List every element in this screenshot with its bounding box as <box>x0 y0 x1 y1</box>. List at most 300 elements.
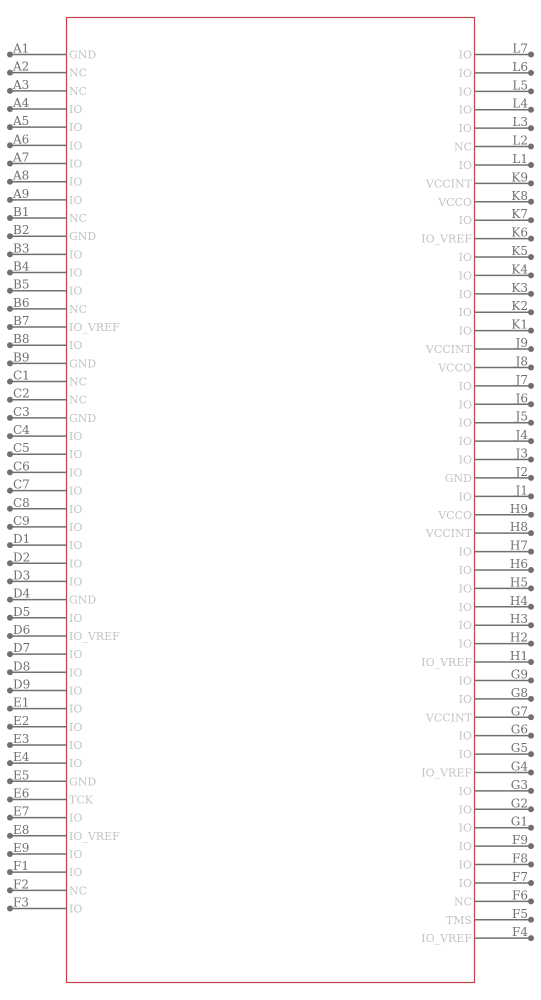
pin-number: F4 <box>512 925 528 940</box>
pin-end-dot[interactable] <box>528 512 534 518</box>
pin-number: K4 <box>511 262 528 277</box>
pin-E8 <box>7 823 120 843</box>
pin-number: C7 <box>13 477 30 492</box>
pin-name: IO <box>458 545 472 559</box>
pin-end-dot[interactable] <box>528 714 534 720</box>
pin-name: IO <box>458 748 472 762</box>
pin-end-dot[interactable] <box>528 935 534 941</box>
pin-end-dot[interactable] <box>528 530 534 536</box>
pin-name: IO <box>458 840 472 854</box>
pin-end-dot[interactable] <box>528 622 534 628</box>
pin-G1 <box>459 815 534 835</box>
pin-end-dot[interactable] <box>528 567 534 573</box>
pin-name: GND <box>444 471 472 485</box>
pin-B9 <box>7 350 96 370</box>
pin-end-dot[interactable] <box>528 254 534 260</box>
pin-E4 <box>7 750 82 770</box>
pin-number: K1 <box>511 317 528 332</box>
pin-number: K6 <box>511 225 528 240</box>
pin-number: A4 <box>13 96 30 111</box>
pin-name: VCCINT <box>425 527 472 541</box>
pin-end-dot[interactable] <box>528 420 534 426</box>
pin-J5 <box>459 410 534 430</box>
pin-number: H8 <box>509 520 528 535</box>
pin-D8 <box>7 659 82 679</box>
pin-number: L4 <box>512 96 528 111</box>
pin-F2 <box>7 877 87 897</box>
pin-L6 <box>459 60 534 80</box>
pin-number: H9 <box>509 501 528 516</box>
pin-number: D6 <box>13 622 31 637</box>
pin-E7 <box>7 805 82 825</box>
pin-number: B6 <box>13 295 30 310</box>
pin-F5 <box>446 907 534 927</box>
pin-end-dot[interactable] <box>528 162 534 168</box>
pin-number: G3 <box>510 777 528 792</box>
pin-number: B7 <box>13 314 30 329</box>
pin-F1 <box>7 859 82 879</box>
pin-C3 <box>7 405 96 425</box>
pin-number: J8 <box>515 354 528 369</box>
pin-number: C2 <box>13 386 30 401</box>
pin-K1 <box>459 318 534 338</box>
pin-C7 <box>7 478 82 498</box>
pin-number: E8 <box>13 822 30 837</box>
pin-number: A3 <box>13 77 30 92</box>
pin-name: IO <box>69 575 83 589</box>
pin-number: G2 <box>510 796 528 811</box>
pin-name: IO <box>458 269 472 283</box>
pin-number: E5 <box>13 768 30 783</box>
pin-name: GND <box>69 230 97 244</box>
pin-number: K5 <box>511 244 528 259</box>
pin-number: K8 <box>511 188 528 203</box>
pin-A4 <box>7 96 82 116</box>
pin-name: GND <box>69 411 97 425</box>
pin-name: VCCO <box>438 508 472 522</box>
pin-G5 <box>459 741 534 761</box>
pin-name: IO <box>69 866 83 880</box>
pin-number: E2 <box>13 713 30 728</box>
pin-number: A6 <box>13 132 30 147</box>
pin-number: L3 <box>512 115 528 130</box>
pin-name: IO <box>69 702 83 716</box>
pin-name: IO <box>69 484 83 498</box>
pin-D5 <box>7 605 82 625</box>
pin-number: D9 <box>13 677 31 692</box>
pin-name: IO <box>458 324 472 338</box>
pin-name: IO <box>69 738 83 752</box>
pin-name: IO <box>458 674 472 688</box>
pin-number: B1 <box>13 205 30 220</box>
pin-number: L1 <box>512 151 528 166</box>
pin-name: IO <box>69 611 83 625</box>
pin-end-dot[interactable] <box>528 677 534 683</box>
pin-G2 <box>459 796 534 816</box>
pin-J1 <box>459 483 534 503</box>
pin-K2 <box>459 299 534 319</box>
pin-end-dot[interactable] <box>528 88 534 94</box>
pin-name: NC <box>69 884 88 898</box>
pin-number: F8 <box>512 851 528 866</box>
pin-name: IO <box>69 811 83 825</box>
pin-C2 <box>7 387 87 407</box>
pin-name: IO <box>458 858 472 872</box>
pin-name: IO <box>69 684 83 698</box>
pin-E9 <box>7 841 82 861</box>
pin-end-dot[interactable] <box>528 917 534 923</box>
pin-end-dot[interactable] <box>528 641 534 647</box>
pin-number: H5 <box>509 575 528 590</box>
pin-end-dot[interactable] <box>528 52 534 58</box>
pin-name: IO <box>69 139 83 153</box>
pin-name: IO <box>69 902 83 916</box>
pin-name: GND <box>69 48 97 62</box>
pin-number: D4 <box>13 586 31 601</box>
component-body <box>67 18 475 983</box>
right-pin-group <box>421 42 534 946</box>
pin-D7 <box>7 641 82 661</box>
pin-L4 <box>459 97 534 117</box>
pin-C6 <box>7 459 82 479</box>
pin-name: IO <box>69 757 83 771</box>
pin-end-dot[interactable] <box>528 880 534 886</box>
pin-name: IO <box>69 266 83 280</box>
pin-name: IO_VREF <box>69 321 120 335</box>
pin-name: IO <box>458 251 472 265</box>
pin-end-dot[interactable] <box>528 438 534 444</box>
pin-end-dot[interactable] <box>528 383 534 389</box>
pin-B6 <box>7 296 87 316</box>
pin-A8 <box>7 169 82 189</box>
pin-number: G6 <box>510 722 528 737</box>
pin-name: IO <box>69 448 83 462</box>
pin-E5 <box>7 768 96 788</box>
pin-name: IO <box>458 287 472 301</box>
pin-H2 <box>459 631 534 651</box>
pin-number: B8 <box>13 332 30 347</box>
pin-number: C5 <box>13 441 30 456</box>
pin-J6 <box>459 391 534 411</box>
pin-end-dot[interactable] <box>528 401 534 407</box>
pin-name: IO_VREF <box>69 829 120 843</box>
pin-number: D8 <box>13 659 31 674</box>
pin-name: IO <box>458 158 472 172</box>
pin-A9 <box>7 187 82 207</box>
pin-number: F3 <box>13 895 29 910</box>
pin-F4 <box>421 925 534 945</box>
pin-A2 <box>7 60 87 80</box>
pin-end-dot[interactable] <box>528 70 534 76</box>
pin-number: J2 <box>515 464 528 479</box>
pin-H9 <box>437 502 534 522</box>
pin-K9 <box>425 170 534 190</box>
pin-K4 <box>459 262 534 282</box>
pin-F6 <box>454 888 534 908</box>
pin-name: IO <box>458 637 472 651</box>
pin-G4 <box>421 759 534 779</box>
pin-name: IO <box>458 784 472 798</box>
pin-number: H7 <box>509 538 528 553</box>
pin-name: IO_VREF <box>421 766 472 780</box>
pin-name: IO <box>69 430 83 444</box>
pin-name: IO <box>458 103 472 117</box>
pin-K6 <box>421 226 534 246</box>
pin-L7 <box>459 42 534 62</box>
pin-name: IO <box>69 557 83 571</box>
pin-number: B2 <box>13 223 30 238</box>
pin-name: NC <box>453 140 472 154</box>
pin-J3 <box>459 447 534 467</box>
pin-end-dot[interactable] <box>528 125 534 131</box>
pin-name: IO <box>69 648 83 662</box>
pin-name: IO <box>458 398 472 412</box>
pin-name: IO <box>458 416 472 430</box>
pin-number: J3 <box>515 446 528 461</box>
pin-E3 <box>7 732 82 752</box>
pin-end-dot[interactable] <box>528 309 534 315</box>
pin-name: IO <box>458 435 472 449</box>
pin-name: NC <box>69 302 88 316</box>
pin-name: NC <box>69 375 88 389</box>
pin-A5 <box>7 114 82 134</box>
pin-F7 <box>459 870 534 890</box>
pin-number: C8 <box>13 495 30 510</box>
pin-number: B4 <box>13 259 30 274</box>
pin-name: IO <box>458 379 472 393</box>
pin-H8 <box>425 520 534 540</box>
pin-D4 <box>7 587 96 607</box>
pin-name: IO <box>69 539 83 553</box>
left-pin-group <box>7 42 120 916</box>
pin-C5 <box>7 441 82 461</box>
pin-number: A2 <box>13 59 30 74</box>
pin-name: IO <box>458 214 472 228</box>
pin-H3 <box>459 612 534 632</box>
pin-number: L6 <box>512 59 528 74</box>
pin-end-dot[interactable] <box>528 769 534 775</box>
pin-number: C6 <box>13 459 30 474</box>
pin-B5 <box>7 278 82 298</box>
pin-end-dot[interactable] <box>528 751 534 757</box>
pin-end-dot[interactable] <box>528 457 534 463</box>
pin-E6 <box>7 786 94 806</box>
pin-name: TMS <box>445 913 472 927</box>
pin-end-dot[interactable] <box>528 272 534 278</box>
pin-number: A9 <box>13 186 30 201</box>
pin-name: IO <box>69 193 83 207</box>
pin-name: IO <box>69 103 83 117</box>
pin-L5 <box>459 78 534 98</box>
pin-E2 <box>7 714 82 734</box>
pin-number: E6 <box>13 786 30 801</box>
pin-name: IO <box>458 600 472 614</box>
pin-number: K7 <box>511 207 528 222</box>
pin-K3 <box>459 281 534 301</box>
pin-number: G4 <box>510 759 528 774</box>
pin-number: K2 <box>511 299 528 314</box>
pin-J7 <box>459 373 534 393</box>
pin-end-dot[interactable] <box>528 898 534 904</box>
pin-name: IO <box>69 157 83 171</box>
pin-name: IO_VREF <box>421 932 472 946</box>
pin-H1 <box>421 649 534 669</box>
pin-name: NC <box>69 212 88 226</box>
pin-end-dot[interactable] <box>528 825 534 831</box>
pin-name: IO <box>69 248 83 262</box>
pin-end-dot[interactable] <box>528 107 534 113</box>
pin-C1 <box>7 369 87 389</box>
pin-name: IO <box>69 466 83 480</box>
pin-name: IO <box>69 520 83 534</box>
pin-L3 <box>459 115 534 135</box>
pin-name: VCCINT <box>425 711 472 725</box>
pin-number: D1 <box>13 532 31 547</box>
pin-H6 <box>459 557 534 577</box>
pin-end-dot[interactable] <box>528 862 534 868</box>
pin-number: H4 <box>509 593 528 608</box>
pin-C9 <box>7 514 82 534</box>
pin-name: IO_VREF <box>421 656 472 670</box>
pin-name: IO <box>458 729 472 743</box>
pin-end-dot[interactable] <box>528 696 534 702</box>
pin-name: GND <box>69 593 97 607</box>
pin-name: IO_VREF <box>69 629 120 643</box>
pin-number: C9 <box>13 513 30 528</box>
pin-end-dot[interactable] <box>528 585 534 591</box>
pin-end-dot[interactable] <box>528 217 534 223</box>
pin-J2 <box>445 465 534 485</box>
pin-number: D3 <box>13 568 31 583</box>
pin-end-dot[interactable] <box>528 346 534 352</box>
pin-number: A7 <box>13 150 30 165</box>
pin-end-dot[interactable] <box>528 291 534 297</box>
pin-G7 <box>425 704 534 724</box>
pin-number: J4 <box>515 428 528 443</box>
pin-end-dot[interactable] <box>528 843 534 849</box>
pin-G8 <box>459 686 534 706</box>
pin-name: IO <box>458 453 472 467</box>
pin-number: D2 <box>13 550 31 565</box>
pin-A6 <box>7 132 82 152</box>
pin-name: IO <box>458 619 472 633</box>
pin-number: E3 <box>13 731 30 746</box>
pin-J4 <box>459 428 534 448</box>
pin-name: IO <box>69 121 83 135</box>
pin-G3 <box>459 778 534 798</box>
pin-number: B3 <box>13 241 30 256</box>
pin-end-dot[interactable] <box>528 328 534 334</box>
pin-G9 <box>459 667 534 687</box>
pin-number: E7 <box>13 804 30 819</box>
pin-number: C3 <box>13 404 30 419</box>
pin-number: L2 <box>512 133 528 148</box>
pin-name: IO <box>458 821 472 835</box>
pin-number: F7 <box>512 869 528 884</box>
pin-name: NC <box>69 84 88 98</box>
pin-name: IO_VREF <box>421 232 472 246</box>
pin-end-dot[interactable] <box>528 199 534 205</box>
pin-number: C4 <box>13 423 30 438</box>
pin-L2 <box>454 134 534 154</box>
pin-J9 <box>425 336 534 356</box>
pin-number: K3 <box>511 280 528 295</box>
pin-name: VCCO <box>438 361 472 375</box>
pin-number: G5 <box>510 741 528 756</box>
pin-end-dot[interactable] <box>528 236 534 242</box>
pin-number: G7 <box>510 704 528 719</box>
pin-C4 <box>7 423 82 443</box>
pin-number: K9 <box>511 170 528 185</box>
pin-D6 <box>7 623 120 643</box>
pin-number: F2 <box>13 877 29 892</box>
pin-end-dot[interactable] <box>528 659 534 665</box>
pin-number: A8 <box>13 168 30 183</box>
pin-name: IO <box>69 284 83 298</box>
pin-number: G1 <box>510 814 528 829</box>
pin-J8 <box>437 354 534 374</box>
pin-number: D5 <box>13 604 31 619</box>
pin-number: F1 <box>13 859 29 874</box>
pin-end-dot[interactable] <box>528 549 534 555</box>
pin-L1 <box>459 152 534 172</box>
pin-name: IO <box>69 666 83 680</box>
pin-H4 <box>459 594 534 614</box>
pin-number: J5 <box>515 409 528 424</box>
pin-end-dot[interactable] <box>528 364 534 370</box>
pin-G6 <box>459 723 534 743</box>
pin-B1 <box>7 205 87 225</box>
pin-name: IO <box>458 122 472 136</box>
pin-D1 <box>7 532 82 552</box>
pin-end-dot[interactable] <box>528 180 534 186</box>
pin-F3 <box>7 895 82 915</box>
pin-H5 <box>459 575 534 595</box>
pin-end-dot[interactable] <box>528 733 534 739</box>
pin-end-dot[interactable] <box>528 475 534 481</box>
pin-name: IO <box>458 48 472 62</box>
pin-name: NC <box>69 393 88 407</box>
pin-name: IO <box>458 490 472 504</box>
pin-end-dot[interactable] <box>528 788 534 794</box>
pin-name: TCK <box>69 793 93 807</box>
pin-number: A1 <box>13 41 30 56</box>
pin-name: VCCINT <box>425 343 472 357</box>
pin-name: IO <box>458 876 472 890</box>
pin-number: J6 <box>515 391 528 406</box>
pin-B8 <box>7 332 82 352</box>
pin-number: H2 <box>509 630 528 645</box>
pin-end-dot[interactable] <box>528 806 534 812</box>
pin-number: G8 <box>510 685 528 700</box>
pin-number: J7 <box>515 372 528 387</box>
pin-name: IO <box>69 175 83 189</box>
pin-end-dot[interactable] <box>528 604 534 610</box>
pin-F9 <box>459 833 534 853</box>
pin-number: H1 <box>509 649 528 664</box>
pin-number: B5 <box>13 277 30 292</box>
pin-name: IO <box>69 339 83 353</box>
pin-name: IO <box>69 502 83 516</box>
pin-end-dot[interactable] <box>528 493 534 499</box>
pin-number: C1 <box>13 368 30 383</box>
pin-number: E1 <box>13 695 30 710</box>
pin-end-dot[interactable] <box>528 144 534 150</box>
pin-name: IO <box>458 85 472 99</box>
pin-number: J9 <box>515 336 528 351</box>
pin-name: IO <box>458 803 472 817</box>
pin-C8 <box>7 496 82 516</box>
